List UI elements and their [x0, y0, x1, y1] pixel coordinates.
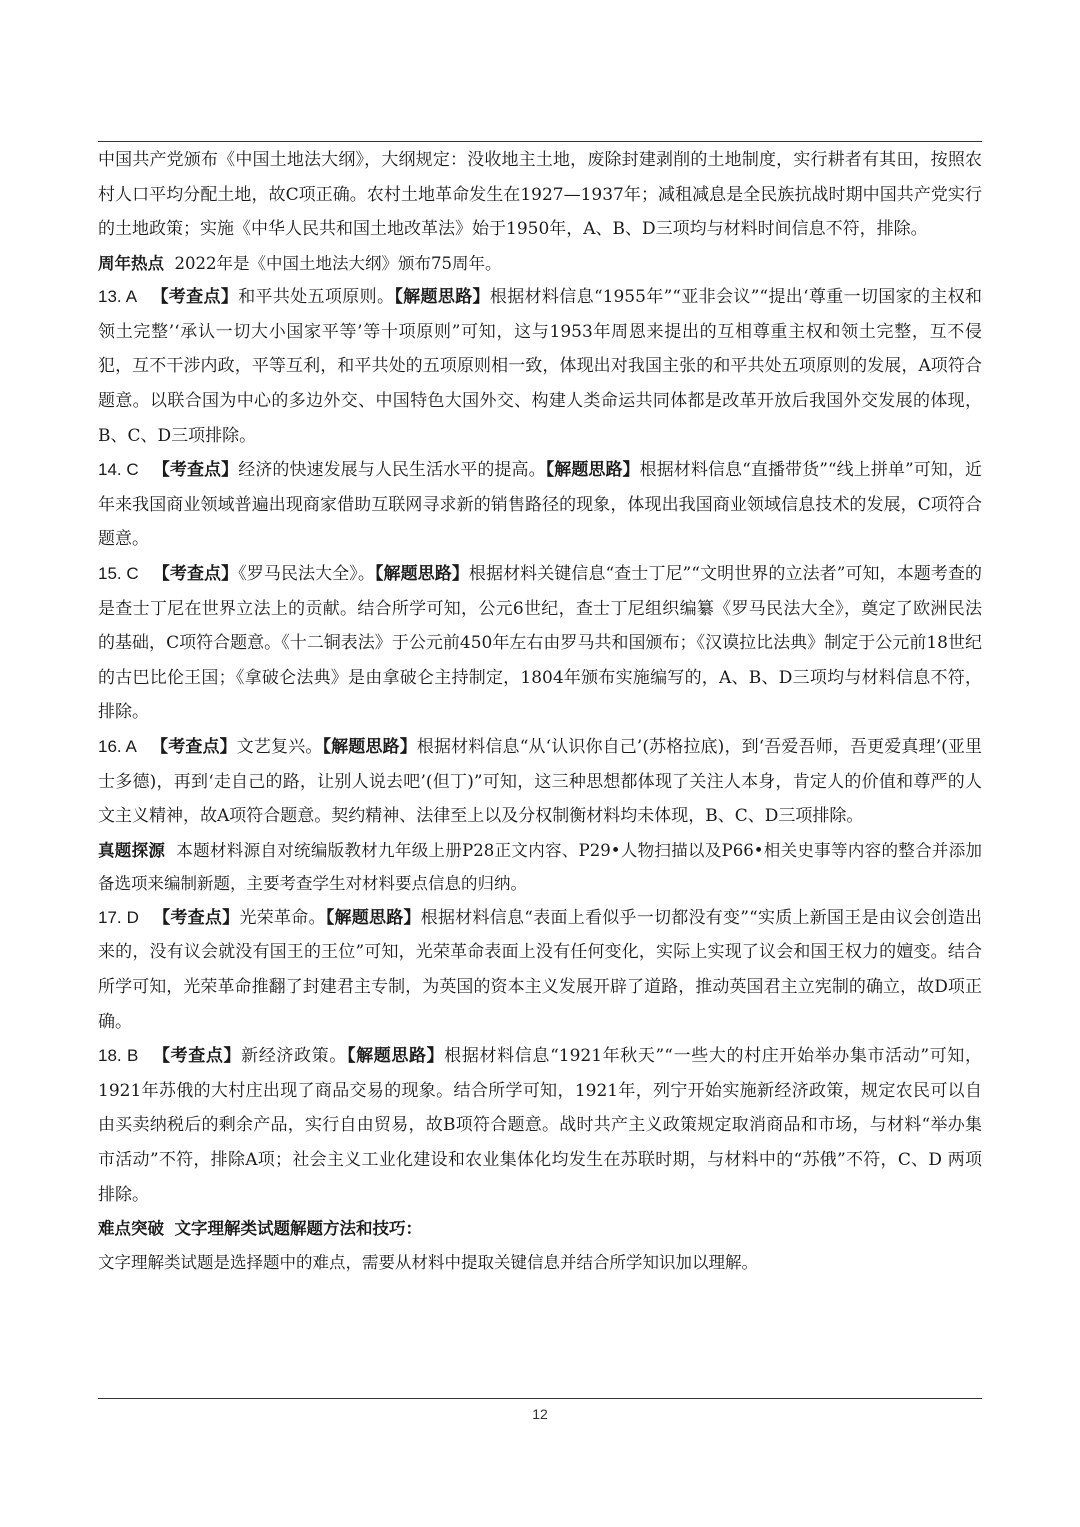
solution-tag: 【解题思路】	[346, 1046, 445, 1067]
solution-text: 根据材料信息“表面上看似乎一切都没有变”“实质上新国王是由议会创造出来的，没有议会就没有国王的王位”可知，光荣革命表面上没有任何变化，实际上实现了议会和国王权力的嬗变。结合所学可知，光荣革命推翻了封建君主专制，为英国的资本主义发展开辟了道路，推动英国君主立宪制的确立，故D项正确。	[98, 907, 983, 1032]
knowledge-point-text: 光荣革命。	[239, 907, 326, 928]
page-number: 12	[532, 1406, 548, 1422]
knowledge-point-tag: 【考查点】	[150, 737, 237, 757]
solution-tag: 【解题思路】	[325, 907, 421, 928]
question-number: 18. B	[98, 1046, 139, 1066]
paragraph-continuation	[98, 143, 982, 247]
knowledge-point-text: 和平共处五项原则。	[238, 287, 395, 308]
question-number: 14. C	[98, 460, 139, 480]
knowledge-point-tag: 【考查点】	[152, 460, 239, 481]
solution-tag: 【解题思路】	[545, 460, 640, 481]
difficulty-tag: 难点突破	[98, 1219, 164, 1239]
difficulty-body: 文字理解类试题是选择题中的难点，需要从材料中提取关键信息并结合所学知识加以理解。	[98, 1252, 758, 1272]
difficulty-heading	[98, 1212, 982, 1246]
question-number: 16. A	[98, 737, 137, 756]
difficulty-title: 文字理解类试题解题方法和技巧：	[174, 1219, 422, 1239]
solution-text: 根据材料信息“1921年秋天”“一些大的村庄开始举办集市活动”可知，1921年苏俄的大村庄出现了商品交易的现象。结合所学可知，1921年，列宁开始实施新经济政策，规定农民可以自由买卖纳税后的剩余产品，实行自由贸易，故B项符合题意。战时共产主义政策规定取消商品和市场，与材料“举办集市活动”不符，排除A项；社会主义工业化建设和农业集体化均发生在苏联时期，与材料中的“苏俄”不符，C、D 两项排除。	[98, 1046, 983, 1205]
continuation-text: 中国共产党颁布《中国土地法大纲》，大纲规定：没收地主土地，废除封建剥削的土地制度，实行耕者有其田，按照农村人口平均分配土地，故C项正确。农村土地革命发生在1927—1937年；减租减息是全民族抗战时期中国共产党实行的土地政策；实施《中华人民共和国土地改革法》始于1950年，A、B、D三项均与材料时间信息不符，排除。	[98, 150, 982, 240]
footer-rule	[98, 1398, 982, 1399]
question-number: 15. C	[98, 564, 139, 584]
knowledge-point-tag: 【考查点】	[152, 907, 240, 928]
header-rule	[98, 141, 982, 142]
knowledge-point-tag: 【考查点】	[152, 564, 239, 585]
solution-tag: 【解题思路】	[394, 287, 490, 308]
question-number: 13. A	[98, 287, 138, 307]
anniversary-text: 2022年是《中国土地法大纲》颁布75周年。	[174, 253, 502, 273]
answer-13	[98, 280, 982, 453]
knowledge-point-tag: 【考查点】	[151, 287, 239, 308]
answer-15	[98, 557, 982, 730]
anniversary-tag: 周年热点	[98, 253, 164, 273]
solution-text: 根据材料信息“直播带货”“线上拼单”可知，近年来我国商业领域普遍出现商家借助互联网寻求新的销售路径的现象，体现出我国商业领域信息技术的发展，C项符合题意。	[98, 460, 983, 550]
solution-text: 根据材料信息“1955年”“亚非会议”“提出‘尊重一切国家的主权和领土完整’‘承认一切大小国家平等’等十项原则”可知，这与1953年周恩来提出的互相尊重主权和领土完整，互不侵犯，互不干涉内政，平等互利，和平共处的五项原则相一致，体现出对我国主张的和平共处五项原则的发展，A项符合题意。以联合国为中心的多边外交、中国特色大国外交、构建人类命运共同体都是改革开放后我国外交发展的体现，B、C、D三项排除。	[98, 287, 983, 446]
anniversary-note	[98, 247, 982, 281]
knowledge-point-text: 《罗马民法大全》。	[238, 564, 375, 585]
answer-14	[98, 453, 982, 557]
answer-17	[98, 901, 982, 1039]
solution-text: 根据材料信息“从‘认识你自己’(苏格拉底)，到‘吾爱吾师，吾更爱真理’(亚里士多德)，再到‘走自己的路，让别人说去吧’(但丁)”可知，这三种思想都体现了关注人本身，肯定人的价值和尊严的人文主义精神，故A项符合题意。契约精神、法律至上以及分权制衡材料均未体现，B、C、D三项排除。	[98, 737, 983, 827]
knowledge-point-text: 文艺复兴。	[236, 737, 323, 757]
answer-explanations	[98, 143, 982, 1279]
answer-16	[98, 730, 982, 834]
answer-18	[98, 1039, 982, 1212]
difficulty-text	[98, 1246, 982, 1280]
question-number: 17. D	[98, 907, 139, 927]
source-note	[98, 834, 982, 901]
solution-tag: 【解题思路】	[374, 564, 469, 585]
solution-text: 根据材料关键信息“查士丁尼”“文明世界的立法者”可知，本题考查的是查士丁尼在世界立法上的贡献。结合所学可知，公元6世纪，查士丁尼组织编纂《罗马民法大全》，奠定了欧洲民法的基础，C项符合题意。《十二铜表法》于公元前450年左右由罗马共和国颁布；《汉谟拉比法典》制定于公元前18世纪的古巴比伦王国；《拿破仑法典》是由拿破仑主持制定，1804年颁布实施编写的，A、B、D三项均与材料信息不符，排除。	[98, 564, 983, 723]
source-text: 本题材料源自对统编版教材九年级上册P28正文内容、P29•人物扫描以及P66•相关史事等内容的整合并添加备选项来编制新题，主要考查学生对材料要点信息的归纳。	[98, 840, 983, 894]
solution-tag: 【解题思路】	[322, 737, 417, 757]
source-tag: 真题探源	[98, 840, 166, 860]
knowledge-point-tag: 【考查点】	[152, 1046, 242, 1067]
knowledge-point-text: 新经济政策。	[241, 1046, 347, 1067]
knowledge-point-text: 经济的快速发展与人民生活水平的提高。	[238, 460, 546, 481]
